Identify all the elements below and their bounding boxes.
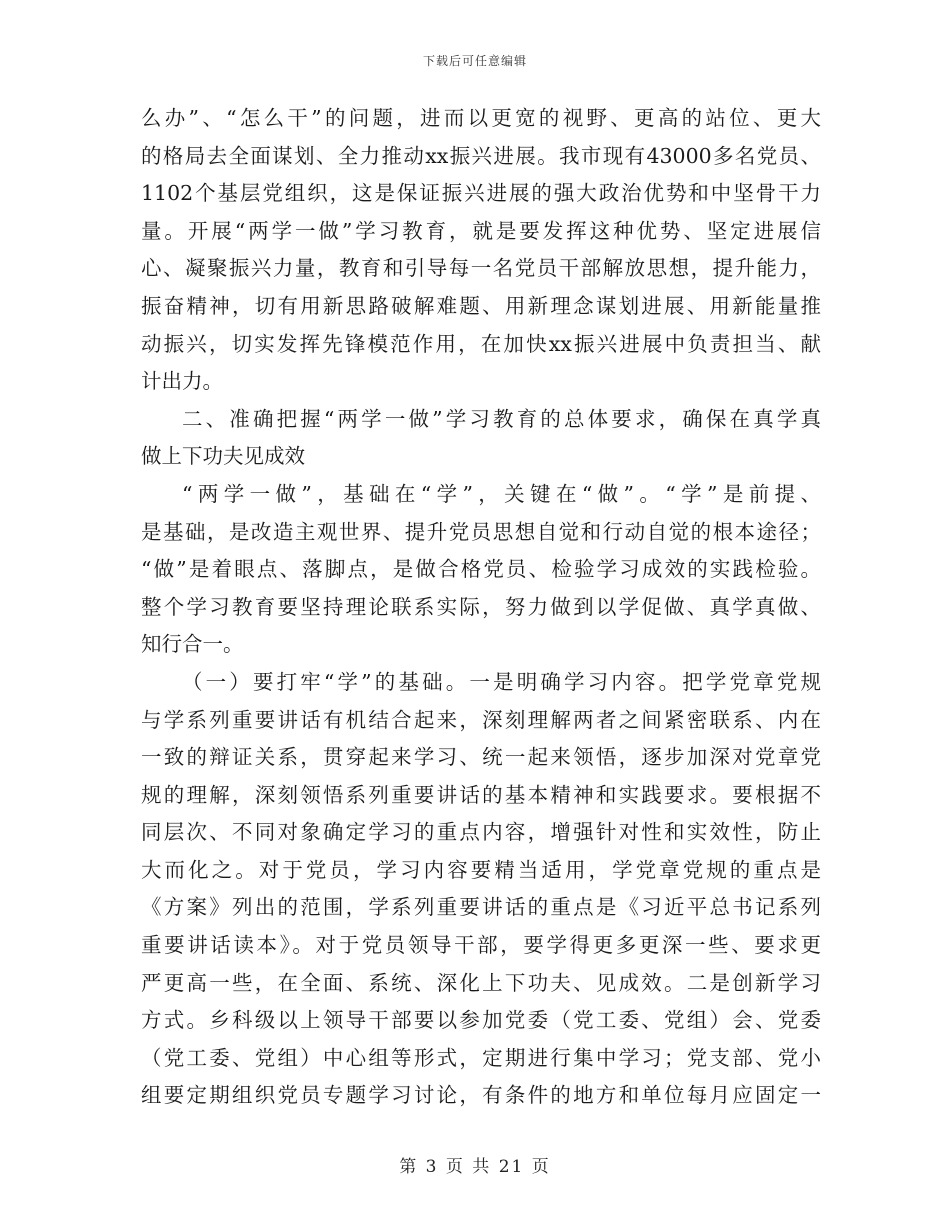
text-line: “两学一做”，基础在“学”，关键在“做”。“学”是前提、 bbox=[182, 481, 821, 506]
text-line: 1102个基层党组织，这是保证振兴进展的强大政治优势和中坚骨干力 bbox=[141, 181, 821, 206]
text-line: 组要定期组织党员专题学习讨论，有条件的地方和单位每月应固定一 bbox=[141, 1083, 821, 1108]
text-line: 做上下功夫见成效 bbox=[141, 444, 305, 469]
text-line: 整个学习教育要坚持理论联系实际，努力做到以学促做、真学真做、 bbox=[141, 594, 821, 619]
text-line: 同层次、不同对象确定学习的重点内容，增强针对性和实效性，防止 bbox=[141, 820, 821, 845]
text-line: （一）要打牢“学”的基础。一是明确学习内容。把学党章党规 bbox=[182, 669, 821, 694]
text-line: 严更高一些，在全面、系统、深化上下功夫、见成效。二是创新学习 bbox=[141, 970, 821, 995]
text-line: 计出力。 bbox=[141, 369, 223, 394]
page-header-note: 下载后可任意编辑 bbox=[422, 54, 527, 68]
text-line: 是基础，是改造主观世界、提升党员思想自觉和行动自觉的根本途径； bbox=[141, 519, 821, 544]
text-line: 心、凝聚振兴力量，教育和引导每一名党员干部解放思想，提升能力， bbox=[141, 256, 821, 281]
text-line: 一致的辩证关系，贯穿起来学习、统一起来领悟，逐步加深对党章党 bbox=[141, 745, 821, 770]
text-line: （党工委、党组）中心组等形式，定期进行集中学习；党支部、党小 bbox=[141, 1045, 821, 1070]
document-body bbox=[141, 100, 821, 1115]
text-line: 与学系列重要讲话有机结合起来，深刻理解两者之间紧密联系、内在 bbox=[141, 707, 821, 732]
text-line: 二、准确把握“两学一做”学习教育的总体要求，确保在真学真 bbox=[182, 406, 821, 431]
text-line: 的格局去全面谋划、全力推动xx振兴进展。我市现有43000多名党员、 bbox=[141, 143, 821, 168]
page-number-footer: 第 3 页 共 21 页 bbox=[399, 1157, 551, 1177]
text-line: 重要讲话读本》。对于党员领导干部，要学得更多更深一些、要求更 bbox=[141, 933, 821, 958]
text-line: 大而化之。对于党员，学习内容要精当适用，学党章党规的重点是 bbox=[141, 857, 821, 882]
text-line: 知行合一。 bbox=[141, 632, 244, 657]
text-line: 振奋精神，切有用新思路破解难题、用新理念谋划进展、用新能量推 bbox=[141, 293, 821, 318]
text-line: 规的理解，深刻领悟系列重要讲话的基本精神和实践要求。要根据不 bbox=[141, 782, 821, 807]
text-line: 量。开展“两学一做”学习教育，就是要发挥这种优势、坚定进展信 bbox=[141, 218, 821, 243]
text-line: 方式。乡科级以上领导干部要以参加党委（党工委、党组）会、党委 bbox=[141, 1008, 821, 1033]
text-line: 动振兴，切实发挥先锋模范作用，在加快xx振兴进展中负责担当、献 bbox=[141, 331, 821, 356]
text-line: “做”是着眼点、落脚点，是做合格党员、检验学习成效的实践检验。 bbox=[141, 557, 821, 582]
text-line: 《方案》列出的范围，学系列重要讲话的重点是《习近平总书记系列 bbox=[141, 895, 821, 920]
text-line: 么办”、“怎么干”的问题，进而以更宽的视野、更高的站位、更大 bbox=[141, 106, 821, 130]
